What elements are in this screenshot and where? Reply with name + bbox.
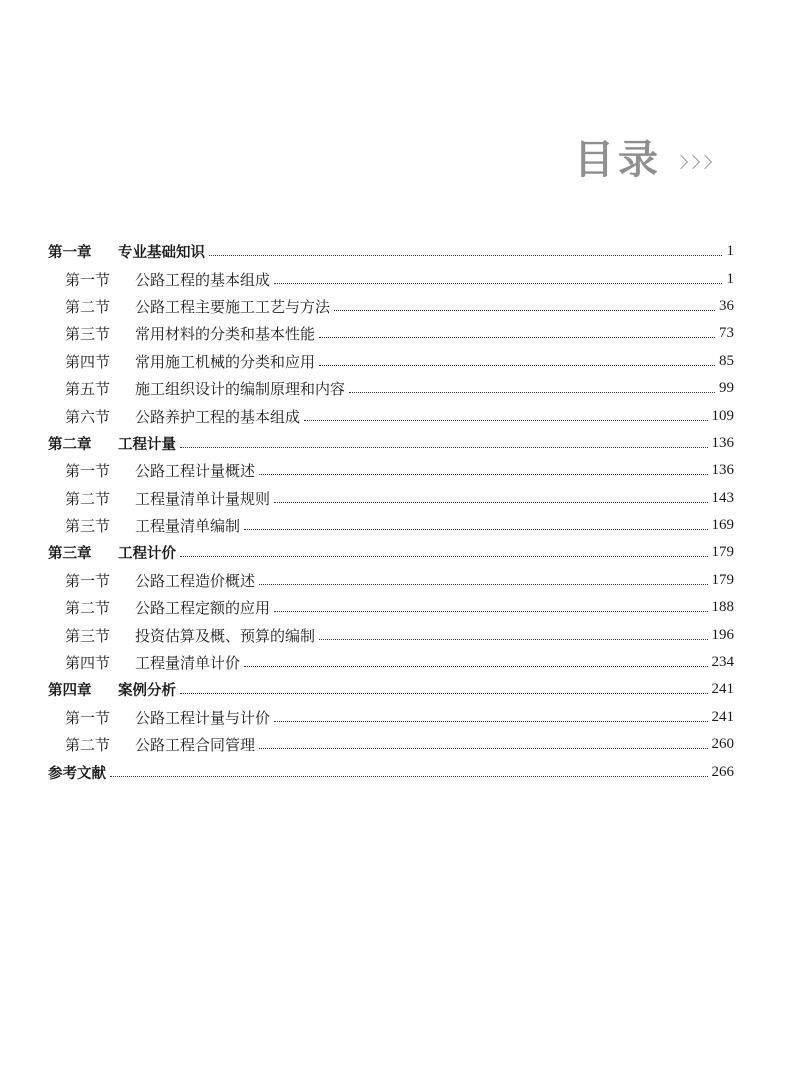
toc-chapter-entry[interactable] [48,430,734,457]
toc-entry-page-number: 188 [711,599,734,616]
dot-leader [334,310,715,311]
toc-entry-page-number: 241 [711,681,734,698]
dot-leader [259,474,707,475]
toc-entry-page-number: 169 [711,517,734,534]
toc-entry-number: 第四节 [65,352,111,371]
toc-entry-number: 第一节 [65,708,111,727]
toc-entry-page-number: 1 [726,270,734,287]
toc-entry-number: 第一节 [65,462,111,481]
toc-entry-title: 常用材料的分类和基本性能 [135,325,316,344]
toc-section-entry[interactable] [48,320,734,347]
toc-section-entry[interactable] [48,265,734,292]
dot-leader [180,556,708,557]
toc-entry-number: 第三章 [48,546,92,563]
toc-entry-page-number: 73 [719,325,734,342]
toc-entry-number: 第三节 [65,325,111,344]
toc-entry-number: 第六节 [65,407,111,426]
toc-entry-number: 第四章 [48,683,92,700]
toc-entry-page-number: 36 [719,297,734,314]
toc-entry-title: 专业基础知识 [118,245,205,262]
toc-entry-title: 公路养护工程的基本组成 [135,407,301,426]
toc-entry-page-number: 241 [711,708,734,725]
toc-section-entry[interactable] [48,621,734,648]
toc-entry-title: 常用施工机械的分类和应用 [135,352,316,371]
toc-entry-page-number: 266 [711,763,734,780]
toc-entry-page-number: 136 [711,434,734,451]
title-block [574,128,712,185]
dot-leader [349,392,715,393]
dot-leader [319,337,715,338]
toc-entry-number: 第二节 [65,599,111,618]
toc-entry-number: 第三节 [65,626,111,645]
toc-entry-page-number: 143 [711,489,734,506]
toc-entry-title: 公路工程计量概述 [135,462,256,481]
toc-entry-title: 参考文献 [48,765,106,782]
toc-section-entry[interactable] [48,293,734,320]
toc-entry-number: 第一节 [65,270,111,289]
chevron-right-icon [676,157,712,167]
dot-leader [274,283,722,284]
toc-section-entry[interactable] [48,512,734,539]
toc-section-entry[interactable] [48,731,734,758]
toc-entry-number: 第一章 [48,245,92,262]
toc-entry-title: 公路工程定额的应用 [135,599,271,618]
toc-entry-page-number: 234 [711,654,734,671]
toc-section-entry[interactable] [48,457,734,484]
dot-leader [319,639,707,640]
toc-entry-number: 第一节 [65,571,111,590]
toc-entry-page-number: 109 [711,407,734,424]
dot-leader [274,721,707,722]
toc-entry-title: 投资估算及概、预算的编制 [135,626,316,645]
dot-leader [274,611,707,612]
toc-entry-title: 公路工程计量与计价 [135,708,271,727]
toc-section-entry[interactable] [48,594,734,621]
dot-leader [304,420,707,421]
toc-entry-number: 第二节 [65,736,111,755]
dot-leader [319,365,715,366]
toc-section-entry[interactable] [48,348,734,375]
toc-entry-number: 第三节 [65,517,111,536]
dot-leader [180,447,708,448]
dot-leader [244,529,707,530]
dot-leader [209,255,722,256]
toc-entry-page-number: 196 [711,626,734,643]
toc-section-entry[interactable] [48,704,734,731]
dot-leader [259,584,707,585]
dot-leader [259,748,707,749]
toc-entry-page-number: 99 [719,380,734,397]
toc-entry-title: 公路工程造价概述 [135,571,256,590]
dot-leader [274,502,707,503]
toc-entry-title: 工程计价 [118,546,176,563]
toc-entry-title: 公路工程主要施工工艺与方法 [135,297,331,316]
toc-entry-title: 施工组织设计的编制原理和内容 [135,380,346,399]
toc-chapter-entry[interactable] [48,676,734,703]
toc-entry-page-number: 260 [711,736,734,753]
toc-section-entry[interactable] [48,375,734,402]
toc-entry-title: 工程计量 [118,436,176,453]
dot-leader [110,776,708,777]
toc-section-entry[interactable] [48,402,734,429]
toc-entry-page-number: 179 [711,544,734,561]
toc-entry-page-number: 136 [711,462,734,479]
toc-section-entry[interactable] [48,567,734,594]
toc-entry-title: 工程量清单计量规则 [135,489,271,508]
toc-chapter-entry[interactable] [48,539,734,566]
toc-entry-title: 案例分析 [118,683,176,700]
toc-entry-number: 第二章 [48,436,92,453]
toc-entry-page-number: 179 [711,571,734,588]
table-of-contents [48,238,734,786]
toc-entry-title: 公路工程的基本组成 [135,270,271,289]
toc-chapter-entry[interactable] [48,238,734,265]
toc-entry-number: 第二节 [65,297,111,316]
toc-entry-title: 工程量清单编制 [135,517,241,536]
toc-entry-page-number: 85 [719,352,734,369]
dot-leader [180,693,708,694]
dot-leader [244,666,707,667]
toc-chapter-entry[interactable] [48,758,734,785]
toc-entry-number: 第二节 [65,489,111,508]
toc-entry-title: 工程量清单计价 [135,654,241,673]
toc-entry-page-number: 1 [726,243,734,260]
toc-section-entry[interactable] [48,485,734,512]
toc-entry-number: 第五节 [65,380,111,399]
toc-entry-number: 第四节 [65,654,111,673]
toc-entry-title: 公路工程合同管理 [135,736,256,755]
toc-section-entry[interactable] [48,649,734,676]
page-title: 目录 [574,137,662,183]
